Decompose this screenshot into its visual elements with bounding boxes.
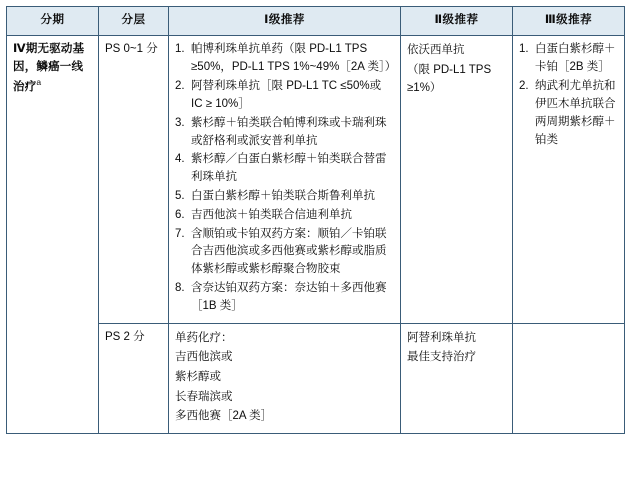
cell-strata-ps01: PS 0~1 分 — [99, 36, 169, 323]
column-header-level3: Ⅲ级推荐 — [513, 7, 625, 36]
list-item — [175, 78, 394, 114]
level1-line: 多西他赛［2A 类］ — [175, 410, 273, 423]
level3-recommendation-list — [519, 41, 618, 149]
stage-footnote-marker: a — [36, 77, 42, 88]
cell-level2-ps01 — [401, 36, 513, 323]
list-item — [175, 151, 394, 187]
list-item — [519, 78, 618, 149]
table-row — [7, 36, 625, 323]
list-item — [175, 280, 394, 316]
list-item-number: 1. — [175, 43, 185, 56]
list-item-text: 吉西他滨＋铂类联合信迪利单抗 — [191, 208, 352, 221]
cell-level3-ps2 — [513, 323, 625, 433]
list-item — [175, 41, 397, 77]
list-item — [175, 115, 394, 151]
list-item-text: 含顺铂或卡铂双药方案：顺铂／卡铂联合吉西他滨或多西他赛或紫杉醇或脂质体紫杉醇或紫杉醇聚合物胶束 — [191, 227, 387, 276]
cell-level1-ps2 — [169, 323, 401, 433]
list-item-number: 4. — [175, 153, 185, 166]
level2-line: 依沃西单抗 — [407, 44, 465, 57]
level2-line: 阿替利珠单抗 — [407, 331, 476, 344]
list-item-number: 3. — [175, 116, 185, 129]
list-item — [175, 188, 394, 206]
list-item-number: 2. — [175, 80, 185, 93]
list-item-number: 7. — [175, 227, 185, 240]
table-header-row — [7, 7, 625, 36]
list-item-number: 5. — [175, 189, 185, 202]
table-body — [7, 36, 625, 433]
cell-stage — [7, 36, 99, 433]
list-item-text: 帕博利珠单抗单药（限 PD-L1 TPS ≥50%，PD-L1 TPS 1%~49%［2A 类］） — [191, 43, 397, 74]
list-item-text: 阿替利珠单抗［限 PD-L1 TC ≤50%或 IC ≥ 10%］ — [191, 80, 382, 110]
list-item-text: 紫杉醇／白蛋白紫杉醇＋铂类联合替雷利珠单抗 — [191, 153, 387, 184]
cell-level3-ps01 — [513, 36, 625, 323]
list-item-number: 1. — [519, 43, 529, 56]
level1-recommendation-list — [175, 41, 397, 315]
list-item-text: 白蛋白紫杉醇＋卡铂［2B 类］ — [535, 43, 616, 74]
cell-level2-ps2 — [401, 323, 513, 433]
level2-lines — [407, 329, 506, 366]
list-item — [175, 207, 394, 225]
level1-line: 紫杉醇或 — [175, 370, 221, 383]
list-item-text: 含奈达铂双药方案：奈达铂＋多西他赛［1B 类］ — [191, 282, 387, 312]
treatment-guideline-table — [6, 6, 625, 434]
table-row — [7, 323, 625, 433]
column-header-stage: 分期 — [7, 7, 99, 36]
list-item — [519, 41, 618, 77]
list-item-number: 8. — [175, 282, 185, 295]
level1-lines — [175, 329, 394, 426]
column-header-level2: Ⅱ级推荐 — [401, 7, 513, 36]
stage-label: Ⅳ期无驱动基因，鳞癌一线治疗 — [13, 43, 85, 94]
level2-line: 最佳支持治疗 — [407, 350, 476, 363]
column-header-strata: 分层 — [99, 7, 169, 36]
level2-line: （限 PD-L1 TPS ≥1%） — [407, 63, 492, 94]
table-header — [7, 7, 625, 36]
level2-lines — [407, 41, 506, 96]
column-header-level1: Ⅰ级推荐 — [169, 7, 401, 36]
cell-strata-ps2: PS 2 分 — [99, 323, 169, 433]
level1-line: 吉西他滨或 — [175, 351, 233, 364]
list-item-text: 纳武利尤单抗和伊匹木单抗联合两周期紫杉醇＋铂类 — [535, 80, 616, 146]
list-item-text: 白蛋白紫杉醇＋铂类联合斯鲁利单抗 — [191, 189, 375, 202]
list-item-number: 2. — [519, 80, 529, 93]
cell-level1-ps01 — [169, 36, 401, 323]
level1-line: 单药化疗： — [175, 331, 233, 344]
list-item-number: 6. — [175, 208, 185, 221]
list-item — [175, 226, 394, 279]
list-item-text: 紫杉醇＋铂类联合帕博利珠或卡瑞利珠或舒格利或派安普利单抗 — [191, 116, 387, 147]
level1-line: 长春瑞滨或 — [175, 390, 233, 403]
